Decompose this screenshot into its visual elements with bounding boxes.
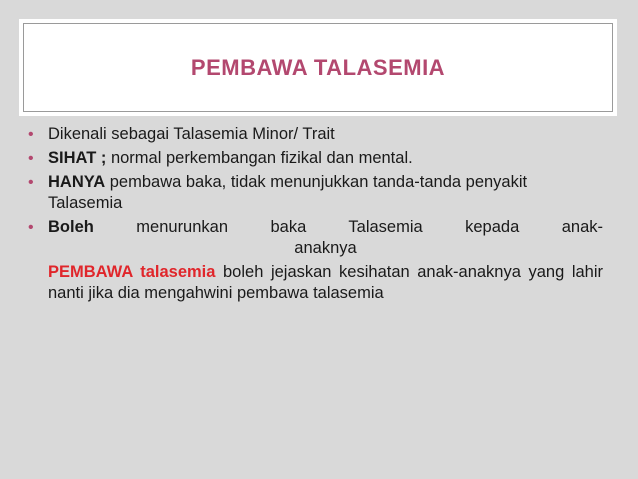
bullet-text: Dikenali sebagai Talasemia Minor/ Trait [48, 125, 335, 143]
note-text: boleh jejaskan kesihatan anak-anaknya yang lahir nanti jika dia mengahwini pembawa talasemia [48, 263, 603, 302]
bullet-bold-text: Boleh [48, 218, 94, 236]
bullet-icon: • [28, 219, 34, 236]
bullet-text: normal perkembangan fizikal dan mental. [106, 149, 413, 167]
bullet-icon: • [28, 126, 34, 143]
bullet-bold-text: HANYA [48, 173, 106, 191]
bullet-item-4 [28, 217, 603, 259]
slide-content [28, 124, 603, 304]
bullet-icon: • [28, 150, 34, 167]
bullet-icon: • [28, 174, 34, 191]
bullet-text: pembawa baka, tidak menunjukkan tanda-tanda penyakit Talasemia [48, 173, 528, 212]
bullet-bold-text: SIHAT ; [48, 149, 107, 167]
bullet-item-2 [28, 148, 603, 169]
bullet-continuation: anaknya [294, 239, 357, 257]
slide-title: PEMBAWA TALASEMIA [190, 55, 446, 80]
title-box [19, 19, 617, 116]
note-paragraph [28, 262, 603, 304]
bullet-item-3 [28, 172, 603, 214]
bullet-line [48, 217, 603, 238]
bullet-text: menurunkan baka Talasemia kepada anak- [93, 218, 603, 236]
bullet-item-1 [28, 124, 603, 145]
note-highlight: PEMBAWA talasemia [48, 263, 216, 281]
